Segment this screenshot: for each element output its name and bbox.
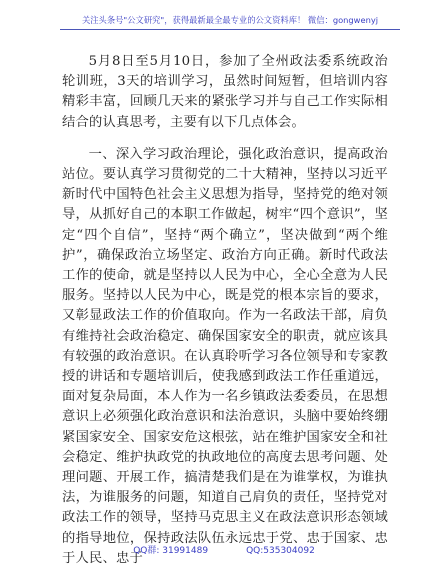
- page-footer: [0, 543, 448, 556]
- page-header: [60, 14, 400, 30]
- header-text: 关注头条号"公文研究"，获得最新最全最专业的公文资料库！ 微信：gongwenyj: [81, 15, 379, 25]
- document-body: [62, 52, 388, 569]
- footer-qq: QQ:535304092: [246, 546, 315, 556]
- paragraph-intro: 5月8日至5月10日，参加了全州政法委系统政治轮训班，3天的培训学习，虽然时间短暂，但培训内容精彩丰富，回顾几天来的紧张学习并与自己工作实际相结合的认真思考，主要有以下几点体会。: [62, 54, 388, 130]
- footer-qq-group: QQ群: 31991489: [133, 546, 209, 556]
- paragraph-section-1: 一、深入学习政治理论，强化政治意识，提高政治站位。要认真学习贯彻党的二十大精神，坚持以习近平新时代中国特色社会主义思想为指导，坚持党的绝对领导，从抓好自己的本职工作做起，树牢“四个意识”，坚定“四个自信”，坚持“两个确立”，坚决做到“两个维护”，确保政治立场坚定、政治方向正确。新时代政法工作的使命，就是坚持以人民为中心，全心全意为人民服务。坚持以人民为中心，既是党的根本宗旨的要求，又彰显政法工作的价值取向。作为一名政法干部，肩负有维持社会政治稳定、确保国家安全的职责，就应该具有较强的政治意识。在认真聆听学习各位领导和专家教授的讲话和专题培训后，使我感到政法工作任重道远，面对复杂局面，本人作为一名乡镇政法委委员，在思想意识上必须强化政治意识和法治意识，头脑中要始终绷紧国家安全、国家安危这根弦，站在维护国家安全和社会稳定、维护执政党的执政地位的高度去思考问题、处理问题、开展工作，搞清楚我们是在为谁掌权，为谁执法，为谁服务的问题，知道自己肩负的责任，坚持党对政法工作的领导，坚持马克思主义在政法意识形态领域的指导地位，保持政法队伍永远忠于党、忠于国家、忠于人民、忠于: [62, 146, 388, 566]
